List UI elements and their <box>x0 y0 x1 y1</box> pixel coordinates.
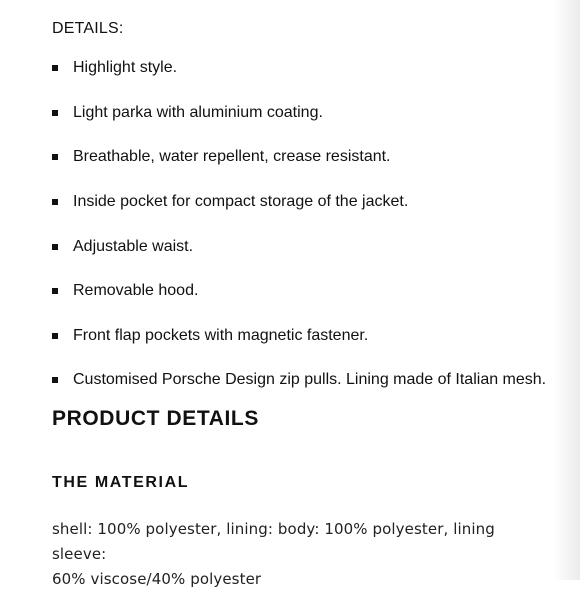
material-line-2: 60% viscose/40% polyester <box>52 570 262 588</box>
details-heading: DETAILS: <box>52 20 124 37</box>
bullet-square-icon <box>52 110 58 116</box>
material-heading: THE MATERIAL <box>52 474 190 491</box>
bullet-square-icon <box>52 199 58 205</box>
detail-item-breathable <box>52 135 552 180</box>
detail-item-text: Adjustable waist. <box>73 237 194 255</box>
detail-item-text: Breathable, water repellent, crease resistant. <box>73 148 391 166</box>
detail-item-light-parka <box>52 91 552 136</box>
material-line-1: shell: 100% polyester, lining: body: 100% polyester, lining sleeve: <box>52 520 495 563</box>
detail-item-adjustable-waist <box>52 224 552 269</box>
detail-item-highlight-style <box>52 46 552 91</box>
product-details-title: PRODUCT DETAILS <box>52 407 259 430</box>
bullet-square-icon <box>52 154 58 160</box>
detail-item-text: Front flap pockets with magnetic fastener. <box>73 326 369 344</box>
bullet-square-icon <box>52 333 58 339</box>
detail-item-text: Light parka with aluminium coating. <box>73 103 323 121</box>
detail-item-front-flap-pockets <box>52 314 552 359</box>
details-bullet-list <box>52 46 552 403</box>
detail-item-text: Inside pocket for compact storage of the jacket. <box>73 193 409 211</box>
detail-item-zip-pulls <box>52 358 552 403</box>
detail-item-text: Removable hood. <box>73 282 199 300</box>
bullet-square-icon <box>52 377 58 383</box>
detail-item-inside-pocket <box>52 180 552 225</box>
detail-item-removable-hood <box>52 269 552 314</box>
bullet-square-icon <box>52 65 58 71</box>
bullet-square-icon <box>52 288 58 294</box>
detail-item-text: Highlight style. <box>73 59 178 77</box>
material-description <box>52 517 552 592</box>
right-edge-shadow <box>554 0 580 580</box>
detail-item-text: Customised Porsche Design zip pulls. Lining made of Italian mesh. <box>73 371 547 389</box>
bullet-square-icon <box>52 244 58 250</box>
